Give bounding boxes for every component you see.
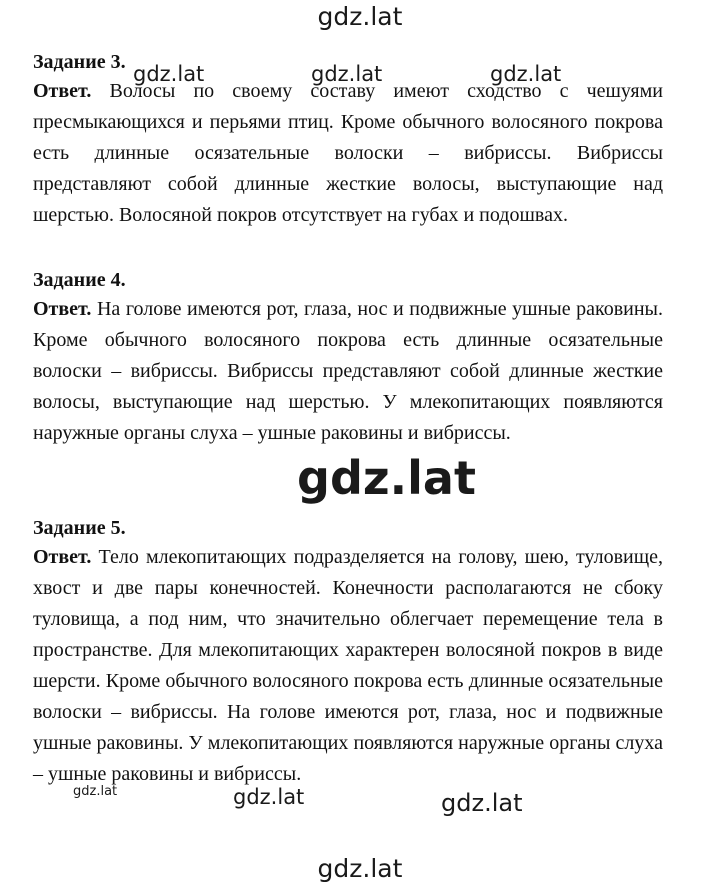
task-3-heading: Задание 3. <box>33 51 126 73</box>
task-4-heading: Задание 4. <box>33 269 126 291</box>
watermark-bottom: gdz.lat <box>317 854 403 883</box>
watermark-row1-b: gdz.lat <box>311 62 383 86</box>
task-3-answer-text: Волосы по своему составу имеют сходство с чешуями пресмыкающихся и перьями птиц. Кроме обычного волосяного покрова есть длинные осязательные волоски – вибриссы. Вибриссы представляют собой длинные жесткие волосы, выступающие над шерстью. Волосяной покров отсутствует на губах и подошвах. <box>33 80 663 226</box>
task-5-answer-label: Ответ. <box>33 546 92 568</box>
task-5-answer <box>33 542 663 790</box>
watermark-row2-a: gdz.lat <box>233 785 305 809</box>
watermark-row1-a: gdz.lat <box>133 62 205 86</box>
watermark-row2-b: gdz.lat <box>441 789 523 817</box>
watermark-large: gdz.lat <box>297 451 476 505</box>
task-4-answer-text: На голове имеются рот, глаза, нос и подвижные ушные раковины. Кроме обычного волосяного покрова есть длинные осязательные волоски – вибриссы. Вибриссы представляют собой длинные жесткие волосы, выступающие над шерстью. У млекопитающих появляются наружные органы слуха – ушные раковины и вибриссы. <box>33 298 663 444</box>
watermark-top: gdz.lat <box>317 2 403 31</box>
watermark-row1-c: gdz.lat <box>490 62 562 86</box>
watermark-small: gdz.lat <box>73 784 118 799</box>
task-5 <box>33 516 663 790</box>
task-3-answer-label: Ответ. <box>33 80 92 102</box>
task-3-answer <box>33 76 663 231</box>
task-4-answer-label: Ответ. <box>33 298 92 320</box>
task-4 <box>33 268 663 449</box>
task-4-answer <box>33 294 663 449</box>
task-5-heading: Задание 5. <box>33 517 126 539</box>
task-5-answer-text: Тело млекопитающих подразделяется на голову, шею, туловище, хвост и две пары конечностей. Конечности располагаются не сбоку туловища, а под ним, что значительно облегчает перемещение тела в пространстве. Для млекопитающих характерен волосяной покров в виде шерсти. Кроме обычного волосяного покрова есть длинные осязательные волоски – вибриссы. На голове имеются рот, глаза, нос и подвижные ушные раковины. У млекопитающих появляются наружные органы слуха – ушные раковины и вибриссы. <box>33 546 663 785</box>
